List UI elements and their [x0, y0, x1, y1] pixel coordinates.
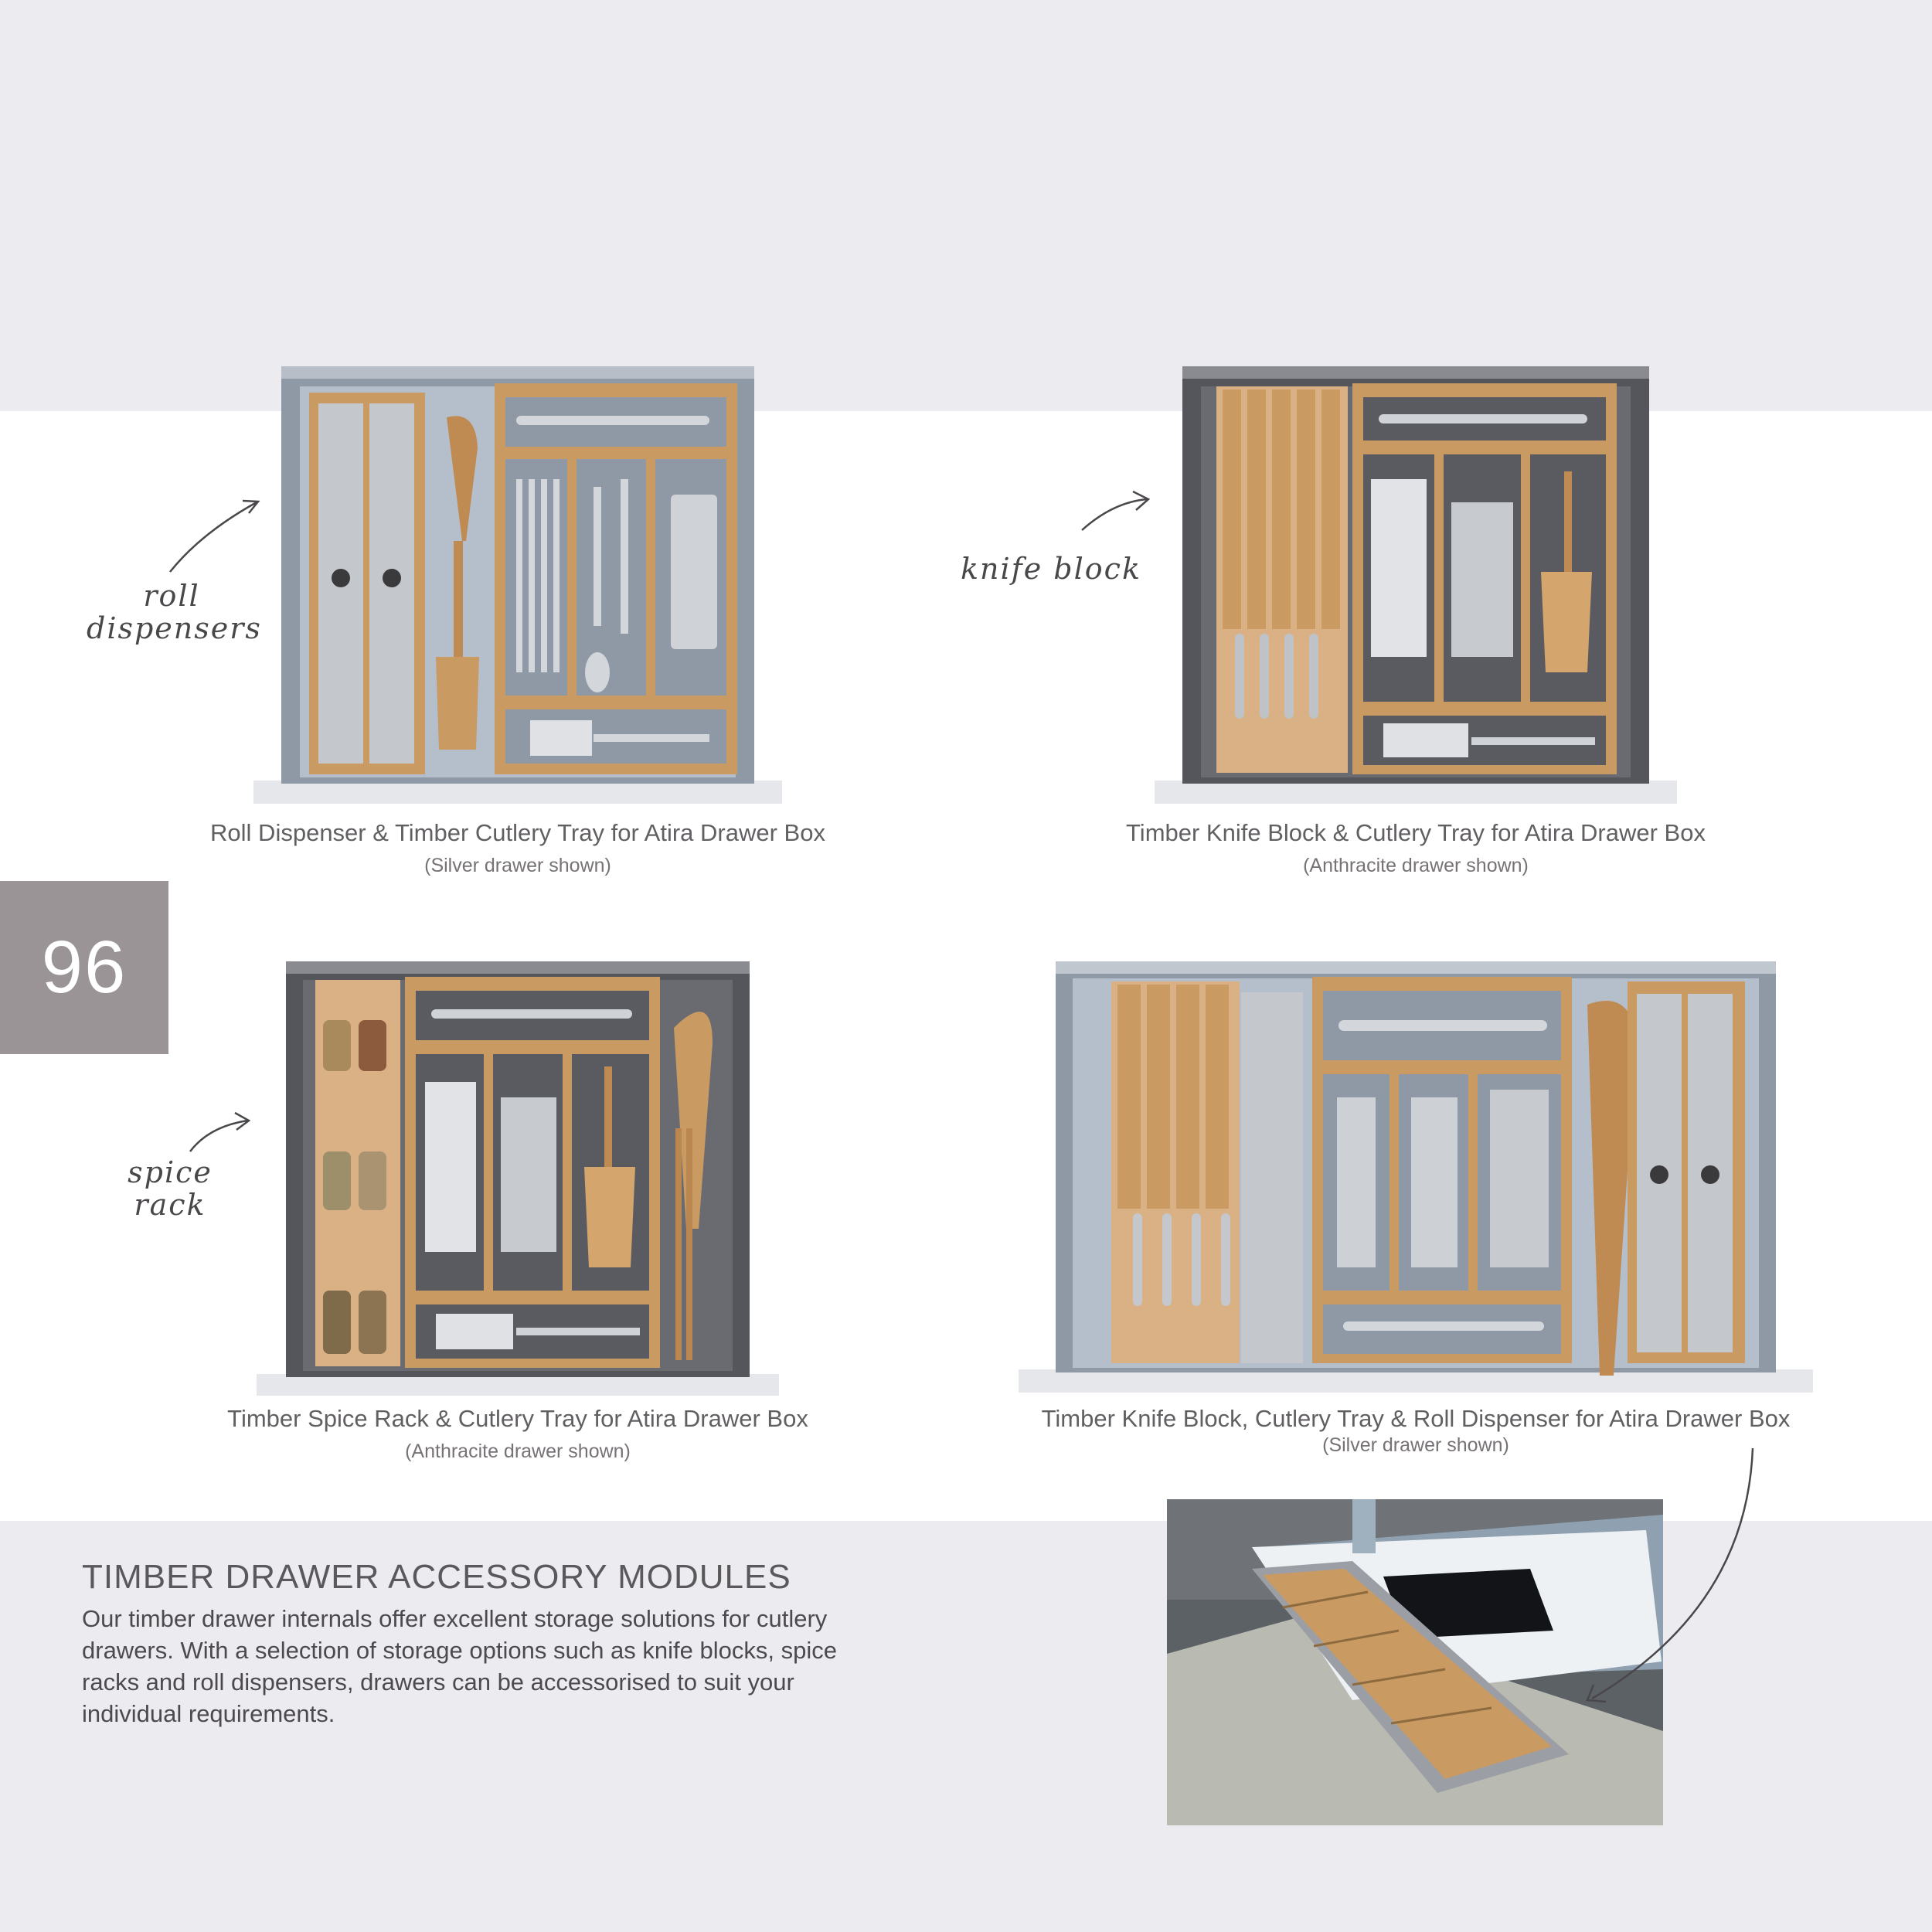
product-caption: Roll Dispenser & Timber Cutlery Tray for Atira Drawer Box: [210, 819, 825, 846]
section-body: Our timber drawer internals offer excellent storage solutions for cutlery drawers. With a selection of storage options such as knife blocks, spice racks and roll dispensers, drawers can be accessorised to suit your individual requirements.: [82, 1605, 837, 1727]
product-caption: Timber Knife Block, Cutlery Tray & Roll Dispenser for Atira Drawer Box: [1041, 1405, 1791, 1432]
product-note: (Anthracite drawer shown): [1303, 855, 1529, 876]
product-note: (Silver drawer shown): [424, 855, 611, 876]
product-note: (Anthracite drawer shown): [405, 1440, 631, 1462]
label-roll-line2: dispensers: [87, 611, 262, 645]
page-number: 96: [41, 926, 128, 1009]
section-heading: TIMBER DRAWER ACCESSORY MODULES: [82, 1558, 791, 1596]
product-note: (Silver drawer shown): [1322, 1434, 1509, 1456]
label-spice-line1: spice: [128, 1155, 213, 1189]
label-knife-block: knife block: [961, 552, 1141, 586]
product-caption: Timber Spice Rack & Cutlery Tray for Atira Drawer Box: [227, 1405, 808, 1432]
product-caption: Timber Knife Block & Cutlery Tray for Atira Drawer Box: [1126, 819, 1706, 846]
label-spice-line2: rack: [134, 1188, 206, 1222]
label-roll-line1: roll: [143, 579, 200, 613]
